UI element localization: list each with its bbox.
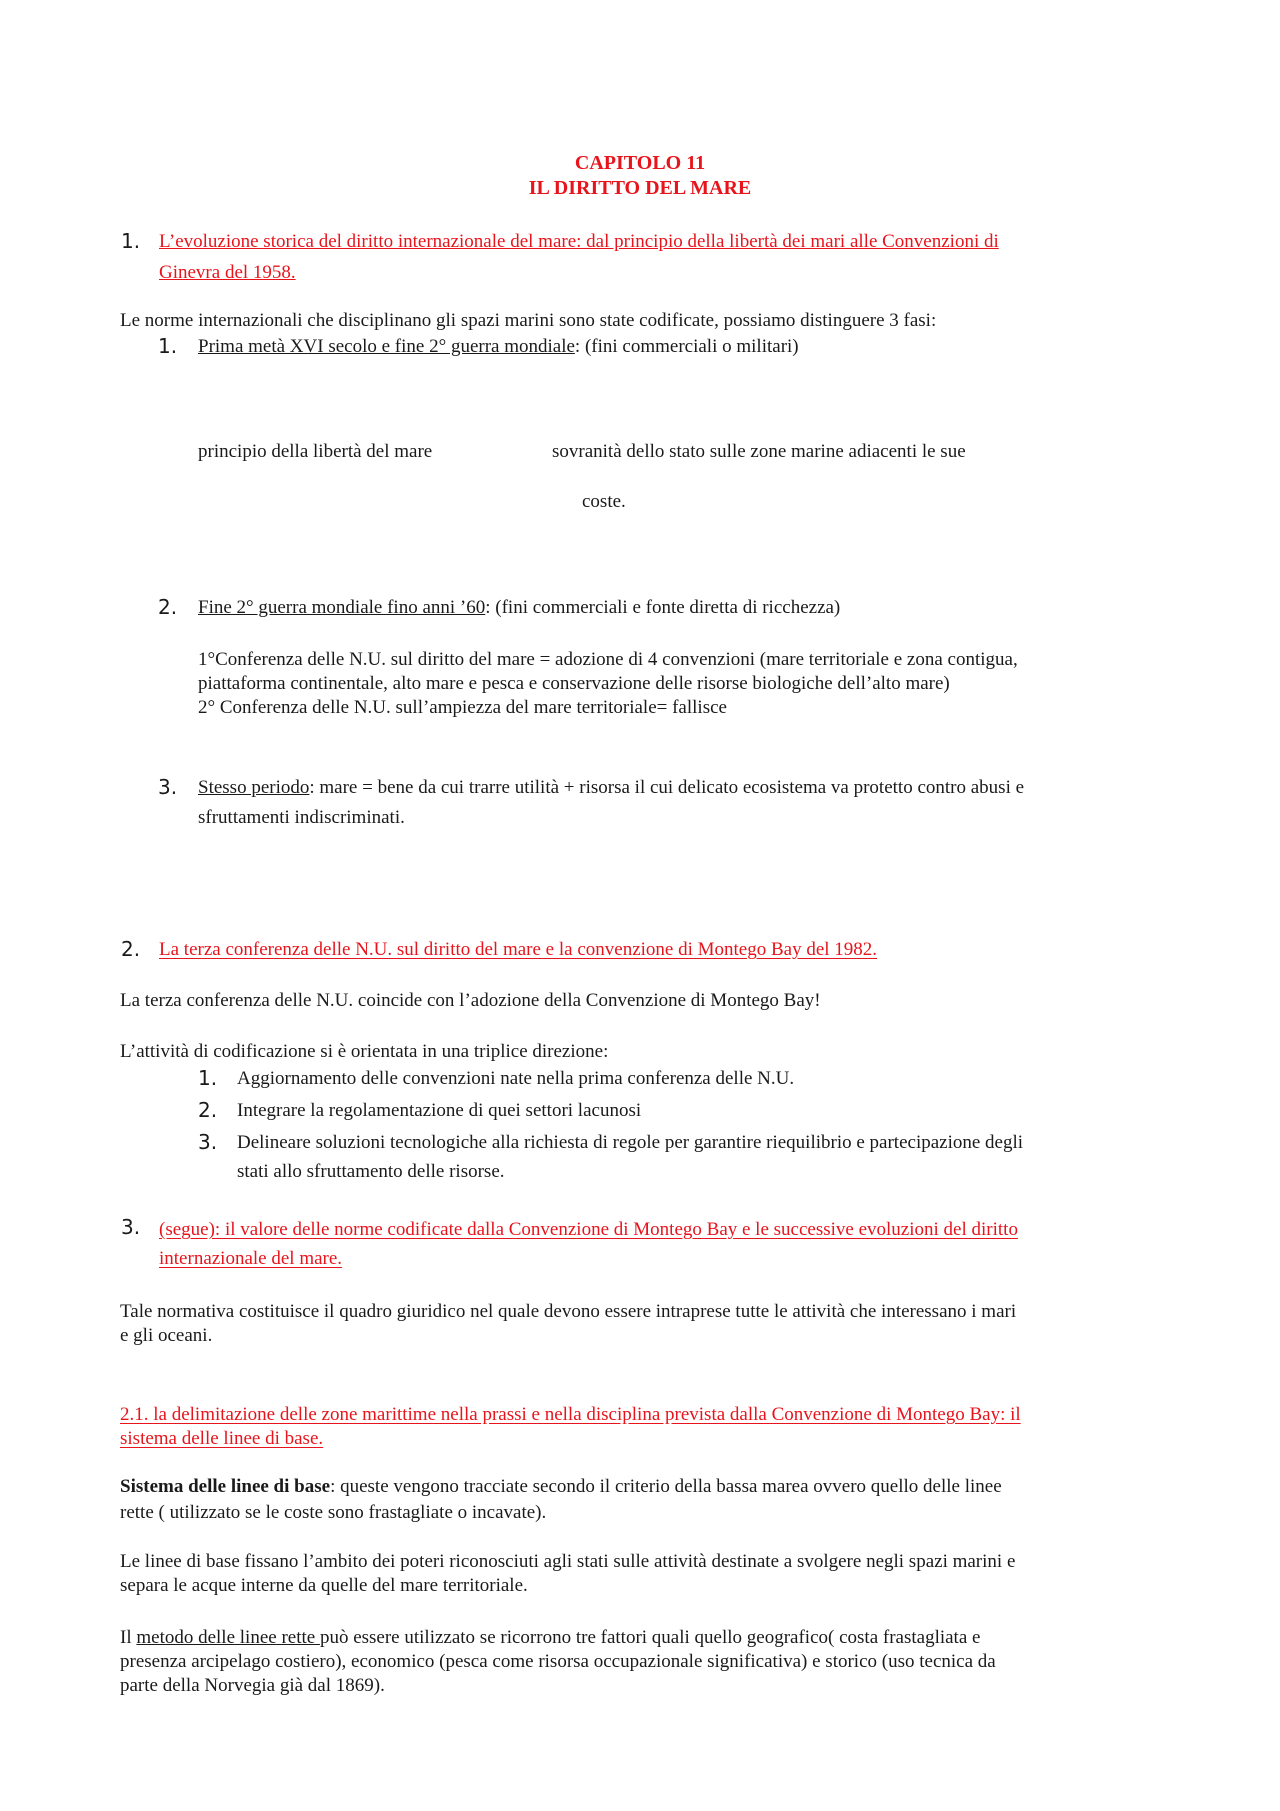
section3-paragraph-line2: e gli oceani. — [120, 1325, 213, 1346]
phase3-number: 3. — [158, 775, 178, 799]
straight-lines-prefix: Il — [120, 1627, 137, 1648]
section1-heading-line2: Ginevra del 1958. — [159, 262, 296, 283]
baseline-system-definition: : queste vengono tracciate secondo il criterio della bassa marea ovvero quello delle linee — [330, 1476, 1002, 1497]
phase2-title: Fine 2° guerra mondiale fino anni ’60 — [198, 597, 486, 618]
section3-paragraph-line1: Tale normativa costituisce il quadro giuridico nel quale devono essere intraprese tutte le attività che interessano i mari — [120, 1301, 1017, 1322]
phase2-rest: : (fini commerciali e fonte diretta di ricchezza) — [485, 597, 841, 618]
section21-paragraph3-line2: presenza arcipelago costiero), economico (pesca come risorsa occupazionale significativa) e storico (uso tecnica da — [120, 1651, 996, 1672]
phase3-title: Stesso periodo — [198, 777, 310, 798]
section1-number: 1. — [121, 229, 141, 253]
phase3-line2: sfruttamenti indiscriminati. — [198, 807, 405, 828]
chapter-number: CAPITOLO 11 — [574, 152, 706, 174]
section21-paragraph2-line1: Le linee di base fissano l’ambito dei poteri riconosciuti agli stati sulle attività destinate a svolgere negli spazi marini e — [120, 1551, 1016, 1572]
section21-paragraph1-line1 — [120, 1475, 1002, 1498]
direction-item-3-text-line1: Delineare soluzioni tecnologiche alla richiesta di regole per garantire riequilibrio e partecipazione degli — [237, 1132, 1024, 1153]
section21-paragraph3-line3: parte della Norvegia già dal 1869). — [120, 1675, 385, 1696]
baseline-system-term: Sistema delle linee di base — [120, 1476, 331, 1497]
section1-heading-line1: L’evoluzione storica del diritto internazionale del mare: dal principio della libertà dei mari alle Convenzioni di — [159, 231, 999, 252]
straight-lines-rest: può essere utilizzato se ricorrono tre fattori quali quello geografico( costa frastagliata e — [319, 1627, 981, 1648]
phase1-title: Prima metà XVI secolo e fine 2° guerra mondiale — [198, 336, 575, 357]
section1-intro: Le norme internazionali che disciplinano gli spazi marini sono state codificate, possiamo distinguere 3 fasi: — [120, 310, 937, 331]
phase3-rest: : mare = bene da cui trarre utilità + risorsa il cui delicato ecosistema va protetto contro abusi e — [309, 777, 1025, 798]
direction-item-2-number: 2. — [198, 1098, 218, 1122]
phase1-rest: : (fini commerciali o militari) — [574, 336, 799, 357]
section2-paragraph1: La terza conferenza delle N.U. coincide con l’adozione della Convenzione di Montego Bay! — [120, 990, 821, 1011]
phase2-paragraph1-line1: 1°Conferenza delle N.U. sul diritto del mare = adozione di 4 convenzioni (mare territoriale e zona contigua, — [198, 649, 1018, 670]
section3-heading-line1: (segue): il valore delle norme codificate dalla Convenzione di Montego Bay e le successive evoluzioni del diritto — [159, 1219, 1018, 1240]
section2-paragraph2: L’attività di codificazione si è orientata in una triplice direzione: — [120, 1041, 609, 1062]
phase1-right-concept-line2: coste. — [582, 491, 626, 512]
phase2-paragraph1-line2: piattaforma continentale, alto mare e pesca e conservazione delle risorse biologiche dell’alto mare) — [198, 673, 950, 694]
section21-paragraph3-line1 — [120, 1626, 980, 1649]
phase3-line — [198, 776, 1024, 799]
section21-heading-line2: sistema delle linee di base. — [120, 1428, 324, 1449]
section2-heading: La terza conferenza delle N.U. sul diritto del mare e la convenzione di Montego Bay del 1982. — [159, 939, 878, 960]
section3-number: 3. — [121, 1215, 141, 1239]
direction-item-3-number: 3. — [198, 1130, 218, 1154]
phase1-line — [198, 335, 799, 358]
phase2-paragraph2: 2° Conferenza delle N.U. sull’ampiezza del mare territoriale= fallisce — [198, 697, 727, 718]
section21-paragraph2-line2: separa le acque interne da quelle del mare territoriale. — [120, 1575, 528, 1596]
direction-item-1-text: Aggiornamento delle convenzioni nate nella prima conferenza delle N.U. — [237, 1068, 795, 1089]
phase2-number: 2. — [158, 595, 178, 619]
section21-paragraph1-line2: rette ( utilizzato se le coste sono frastagliate o incavate). — [120, 1502, 547, 1523]
direction-item-2-text: Integrare la regolamentazione di quei settori lacunosi — [237, 1100, 642, 1121]
phase1-left-concept: principio della libertà del mare — [198, 441, 433, 462]
section21-heading-line1: 2.1. la delimitazione delle zone marittime nella prassi e nella disciplina prevista dalla Convenzione di Montego Bay: il — [120, 1404, 1021, 1425]
phase1-right-concept-line1: sovranità dello stato sulle zone marine adiacenti le sue — [552, 441, 966, 462]
chapter-title: IL DIRITTO DEL MARE — [528, 177, 752, 199]
section3-heading-line2: internazionale del mare. — [159, 1248, 343, 1269]
phase2-line — [198, 596, 840, 619]
straight-lines-method-term: metodo delle linee rette — [136, 1627, 320, 1648]
direction-item-1-number: 1. — [198, 1066, 218, 1090]
section2-number: 2. — [121, 937, 141, 961]
phase1-number: 1. — [158, 334, 178, 358]
direction-item-3-text-line2: stati allo sfruttamento delle risorse. — [237, 1161, 505, 1182]
